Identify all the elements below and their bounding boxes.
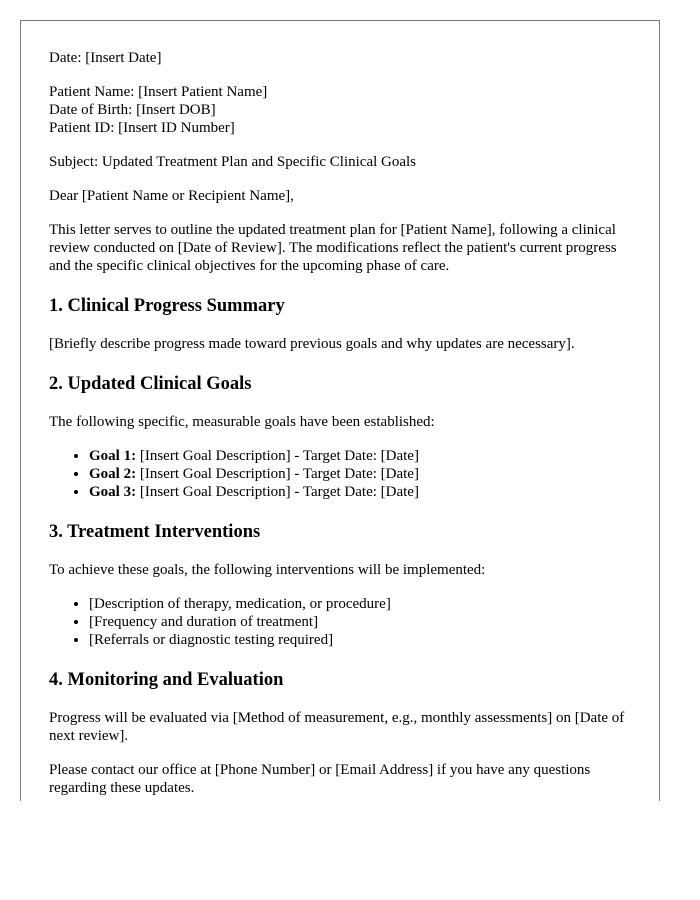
goal-item [89,447,639,465]
goal-item [89,465,639,483]
goal-label: Goal 2: [89,466,137,482]
interventions-list [49,595,639,649]
goal-label: Goal 3: [89,484,137,500]
goal-item [89,483,639,501]
progress-text: [Briefly describe progress made toward previous goals and why updates are necessary]. [49,336,575,352]
goals-intro: The following specific, measurable goals have been established: [49,414,435,430]
goal-text: [Insert Goal Description] - Target Date: [Date] [136,466,419,482]
intervention-item: • [Referrals or diagnostic testing required] [89,631,639,649]
date-line: Date: [Insert Date] [49,50,162,66]
patient-name-line: Patient Name: [Insert Patient Name] [49,84,268,100]
goal-label: Goal 1: [89,448,137,464]
salutation: Dear [Patient Name or Recipient Name], [49,188,294,204]
letter-content [49,49,639,801]
interventions-heading: 3. Treatment Interventions [49,522,261,542]
dob-line: Date of Birth: [Insert DOB] [49,102,216,118]
contact-paragraph: Please contact our office at [Phone Number] or [Email Address] if you have any questions regarding these updates. [49,762,591,796]
progress-heading: 1. Clinical Progress Summary [49,296,285,316]
intro-paragraph: This letter serves to outline the updated treatment plan for [Patient Name], following a clinical review conducted on [Date of Review]. The modifications reflect the patient's current progress and the specific clinical objectives for the upcoming phase of care. [49,222,617,274]
goals-heading: 2. Updated Clinical Goals [49,374,252,394]
monitoring-heading: 4. Monitoring and Evaluation [49,670,284,690]
patient-info [49,83,639,137]
goal-text: [Insert Goal Description] - Target Date: [Date] [136,484,419,500]
interventions-intro: To achieve these goals, the following interventions will be implemented: [49,562,486,578]
intervention-item: • [Frequency and duration of treatment] [89,613,639,631]
goals-list [49,447,639,501]
subject-line: Subject: Updated Treatment Plan and Specific Clinical Goals [49,154,417,170]
monitoring-text: Progress will be evaluated via [Method of measurement, e.g., monthly assessments] on [Date of next review]. [49,710,625,744]
letter-page [20,20,660,801]
patient-id-line: Patient ID: [Insert ID Number] [49,120,235,136]
intervention-item: • [Description of therapy, medication, or procedure] [89,595,639,613]
goal-text: [Insert Goal Description] - Target Date: [Date] [136,448,419,464]
